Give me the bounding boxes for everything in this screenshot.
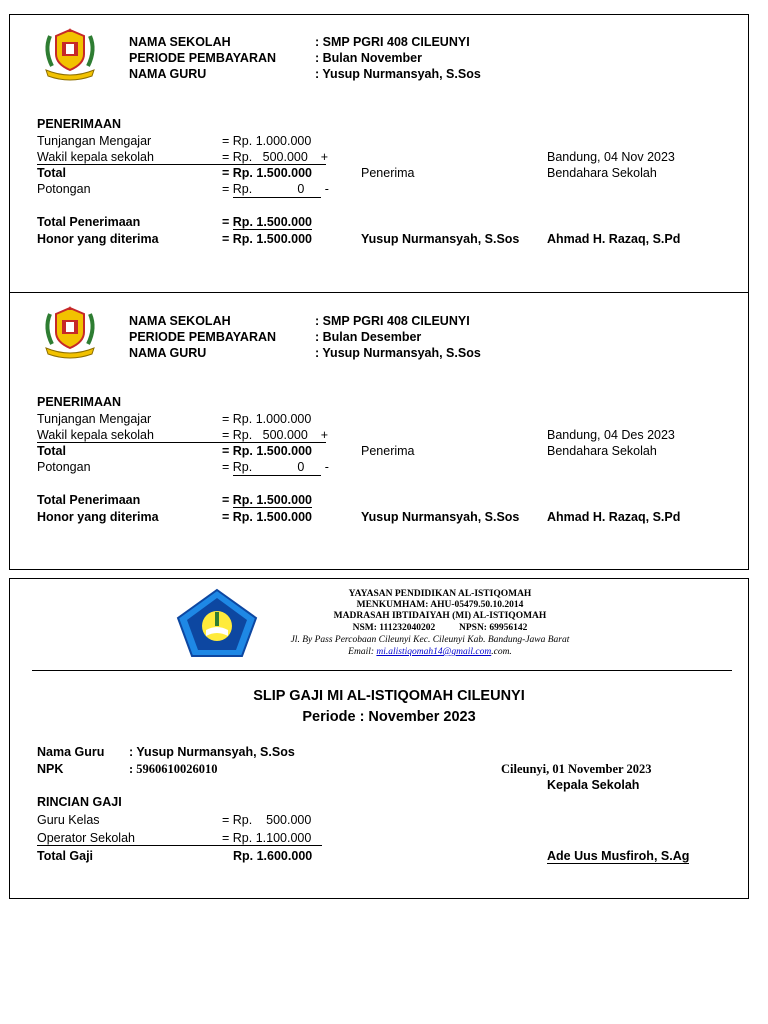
honor-label: Honor yang diterima: [37, 232, 159, 246]
nsm-npsn: NSM: 111232040202 NPSN: 69956142: [352, 623, 528, 633]
plus-sign: +: [320, 150, 328, 164]
address: Jl. By Pass Percobaan Cileunyi Kec. Cileunyi Kab. Bandung-Jawa Barat: [290, 635, 570, 645]
head-name: Ade Uus Musfiroh, S.Ag: [547, 849, 690, 863]
ministry-registration: MENKUMHAM: AHU-05479.50.10.2014: [356, 600, 524, 610]
head-title: Kepala Sekolah: [547, 778, 640, 792]
tunjangan-value: = Rp. 1.000.000: [222, 134, 312, 148]
total-penerimaan-eq: =: [222, 493, 233, 507]
wakil-kepala-amount: = Rp. 500.000: [222, 150, 308, 164]
section-title: PENERIMAAN: [37, 395, 122, 409]
total-penerimaan-eq: =: [222, 215, 233, 229]
sum-line: [37, 845, 322, 846]
teacher-name-value: : Yusup Nurmansyah, S.Sos: [315, 346, 481, 360]
plus-sign: +: [320, 428, 328, 442]
honor-value: = Rp. 1.500.000: [222, 510, 312, 524]
school-name-label: NAMA SEKOLAH: [129, 35, 231, 49]
potongan-eq: =: [222, 182, 233, 196]
npk-value: : 5960610026010: [129, 762, 218, 776]
school-logo: [38, 304, 102, 360]
guru-kelas-value: = Rp. 500.000: [222, 813, 312, 827]
payment-period-value: : Bulan November: [315, 51, 422, 65]
total-value: = Rp. 1.500.000: [222, 166, 312, 180]
email-label: Email:: [348, 647, 377, 657]
teacher-name-label: NAMA GURU: [129, 67, 207, 81]
teacher-name-label: Nama Guru: [37, 745, 105, 759]
slip-date: Bandung, 04 Des 2023: [547, 428, 675, 442]
potongan-label: Potongan: [37, 460, 91, 474]
total-label: Total: [37, 444, 66, 458]
potongan-value: [222, 182, 329, 198]
total-penerimaan-label: Total Penerimaan: [37, 215, 141, 229]
treasurer-name: Ahmad H. Razaq, S.Pd: [547, 510, 681, 524]
operator-value: = Rp. 1.100.000: [222, 831, 312, 845]
slip-period: Periode : November 2023: [302, 709, 476, 725]
teacher-name-value: : Yusup Nurmansyah, S.Sos: [315, 67, 481, 81]
email-line: [270, 646, 590, 658]
potongan-label: Potongan: [37, 182, 91, 196]
treasurer-name: Ahmad H. Razaq, S.Pd: [547, 232, 681, 246]
wakil-kepala-text: Wakil kepala sekolah: [37, 150, 154, 164]
payment-period-value: : Bulan Desember: [315, 330, 422, 344]
operator-label: Operator Sekolah: [37, 831, 135, 845]
email-suffix: .com.: [491, 647, 512, 657]
slip-title: SLIP GAJI MI AL-ISTIQOMAH CILEUNYI: [253, 688, 525, 704]
total-salary-value: Rp. 1.600.000: [233, 849, 313, 863]
letterhead-divider: [32, 670, 732, 671]
slip-date: Cileunyi, 01 November 2023: [501, 762, 652, 776]
school-logo: [38, 26, 102, 82]
honor-label: Honor yang diterima: [37, 510, 159, 524]
payment-period-label: PERIODE PEMBAYARAN: [129, 51, 277, 65]
potongan-amount: Rp. 0: [233, 182, 321, 198]
school-name-label: NAMA SEKOLAH: [129, 314, 231, 328]
total-penerimaan-label: Total Penerimaan: [37, 493, 141, 507]
total-value: = Rp. 1.500.000: [222, 444, 312, 458]
madrasah-name: MADRASAH IBTIDAIYAH (MI) AL-ISTIQOMAH: [333, 611, 547, 621]
potongan-eq: =: [222, 460, 233, 474]
payment-period-label: PERIODE PEMBAYARAN: [129, 330, 277, 344]
wakil-kepala-label: [37, 150, 223, 165]
teacher-name-label: NAMA GURU: [129, 346, 207, 360]
total-penerimaan-amount: Rp. 1.500.000: [232, 493, 312, 507]
total-penerimaan-value: [222, 215, 312, 230]
wakil-kepala-value: [222, 428, 326, 443]
total-label: Total: [37, 166, 66, 180]
school-name-value: : SMP PGRI 408 CILEUNYI: [315, 35, 470, 49]
wakil-kepala-amount: = Rp. 500.000: [222, 428, 308, 442]
section-title: RINCIAN GAJI: [37, 795, 122, 809]
receiver-label: Penerima: [361, 166, 415, 180]
total-penerimaan-amount: Rp. 1.500.000: [232, 215, 312, 229]
wakil-kepala-text: Wakil kepala sekolah: [37, 428, 154, 442]
potongan-amount: Rp. 0: [233, 460, 321, 476]
tunjangan-label: Tunjangan Mengajar: [37, 412, 152, 426]
tunjangan-value: = Rp. 1.000.000: [222, 412, 312, 426]
treasurer-title: Bendahara Sekolah: [547, 166, 657, 180]
section-title: PENERIMAAN: [37, 117, 122, 131]
wakil-kepala-value: [222, 150, 326, 165]
minus-sign: -: [324, 182, 329, 196]
minus-sign: -: [324, 460, 329, 474]
guru-kelas-label: Guru Kelas: [37, 813, 100, 827]
tunjangan-label: Tunjangan Mengajar: [37, 134, 152, 148]
foundation-name: YAYASAN PENDIDIKAN AL-ISTIQOMAH: [348, 589, 532, 599]
npk-label: NPK: [37, 762, 64, 776]
receiver-label: Penerima: [361, 444, 415, 458]
slip-date: Bandung, 04 Nov 2023: [547, 150, 675, 164]
receiver-name: Yusup Nurmansyah, S.Sos: [361, 510, 520, 524]
madrasah-logo: [176, 588, 258, 658]
teacher-name-value: : Yusup Nurmansyah, S.Sos: [129, 745, 295, 759]
email-link[interactable]: mi.alistiqomah14@gmail.com: [376, 647, 492, 657]
total-penerimaan-value: [222, 493, 312, 508]
potongan-value: [222, 460, 329, 476]
honor-value: = Rp. 1.500.000: [222, 232, 312, 246]
total-salary-label: Total Gaji: [37, 849, 94, 863]
school-name-value: : SMP PGRI 408 CILEUNYI: [315, 314, 470, 328]
treasurer-title: Bendahara Sekolah: [547, 444, 657, 458]
wakil-kepala-label: [37, 428, 223, 443]
receiver-name: Yusup Nurmansyah, S.Sos: [361, 232, 520, 246]
